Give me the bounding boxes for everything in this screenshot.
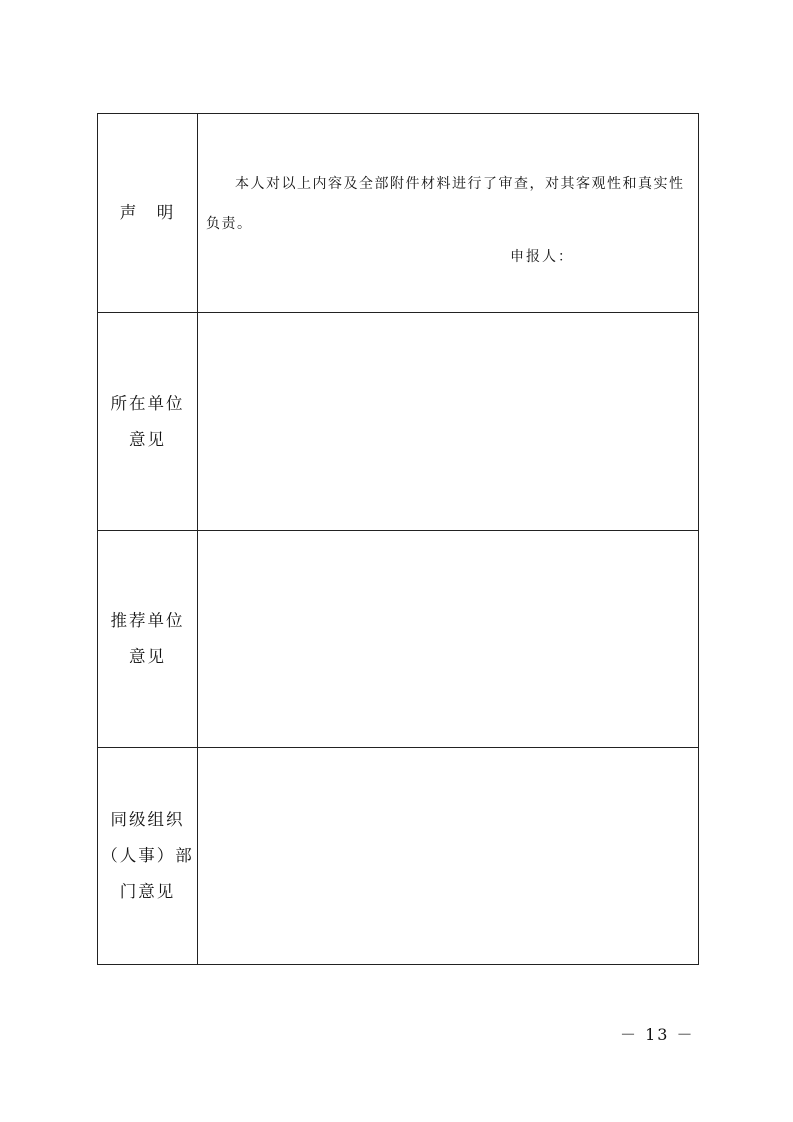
declaration-label: 声 明 xyxy=(119,203,176,222)
hr-opinion-label-cell xyxy=(98,748,198,964)
hr-opinion-label-line: 门意见 xyxy=(119,882,176,901)
recommend-opinion-field[interactable] xyxy=(198,531,698,747)
declaration-label-cell xyxy=(98,114,198,312)
hr-opinion-label-line: 同级组织 xyxy=(110,810,185,829)
recommend-opinion-label-line: 推荐单位 xyxy=(110,611,185,630)
recommend-opinion-label-cell xyxy=(98,531,198,747)
unit-opinion-label-line: 所在单位 xyxy=(110,393,185,413)
hr-opinion-row xyxy=(98,747,698,964)
applicant-signature-label: 申报人： xyxy=(510,249,574,265)
recommend-opinion-label-line: 意见 xyxy=(129,647,166,666)
hr-opinion-field[interactable] xyxy=(198,748,698,964)
declaration-form-table xyxy=(97,113,699,965)
declaration-statement: 本人对以上内容及全部附件材料进行了审查，对其客观性和真实性负责。 xyxy=(206,176,685,232)
recommend-opinion-row xyxy=(98,530,698,747)
unit-opinion-row xyxy=(98,312,698,530)
page-number: － 13 － xyxy=(620,1025,695,1044)
unit-opinion-field[interactable] xyxy=(198,313,698,530)
declaration-row xyxy=(98,114,698,312)
hr-opinion-label-line: （人事）部 xyxy=(101,846,194,865)
declaration-content-cell xyxy=(198,114,698,312)
unit-opinion-label-line: 意见 xyxy=(129,429,166,449)
unit-opinion-label-cell xyxy=(98,313,198,530)
